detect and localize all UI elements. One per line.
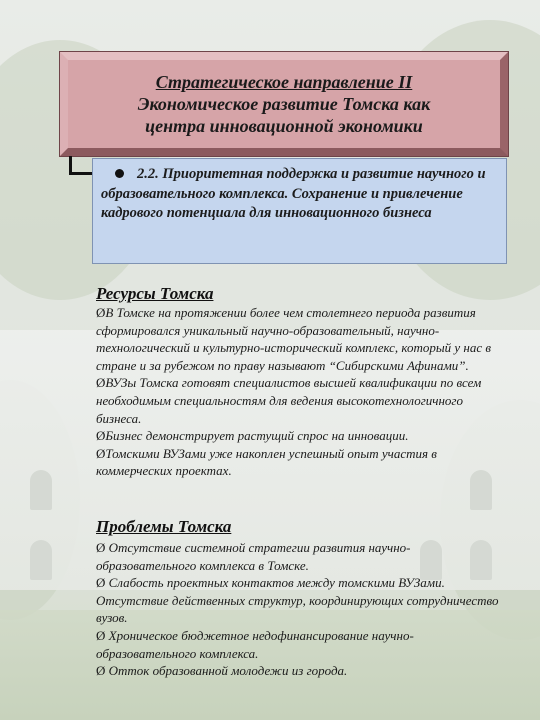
title-line-1: Стратегическое направление II [155, 72, 413, 92]
bullet-arrow-icon: Ø [96, 428, 106, 444]
bullet-arrow-icon: Ø [96, 540, 106, 555]
title-line-3: центра инновационной экономики [145, 116, 423, 136]
page-title [138, 71, 430, 137]
list-item: ØТомскими ВУЗами уже накоплен успешный опыт участия в коммерческих проектах. [96, 445, 437, 479]
strategic-direction-plaque [60, 52, 508, 156]
list-item: Ø Отсутствие системной стратегии развития научно-образовательного комплекса в Томске. [96, 540, 411, 573]
connector-dot [115, 169, 124, 178]
resources-heading: Ресурсы Томска [96, 284, 214, 303]
list-item: Ø Слабость проектных контактов между томскими ВУЗами. Отсутствие действенных структур, координирующих сотрудничество вузов. [96, 575, 499, 626]
bullet-arrow-icon: Ø [96, 375, 106, 391]
subdirection-text: 2.2. Приоритетная поддержка и развитие научного и образовательного комплекса. Сохранение и привлечение кадрового потенциала для инновационного бизнеса [101, 166, 486, 221]
bullet-arrow-icon: Ø [96, 663, 106, 679]
title-line-2: Экономическое развитие Томска как [137, 94, 431, 114]
list-item: ØВУЗы Томска готовят специалистов высшей квалификации по всем необходимым специальностям для ведения высокотехнологичного бизнеса. [96, 375, 482, 426]
list-item: Ø Хроническое бюджетное недофинансирование научно-образовательного комплекса. [96, 627, 414, 661]
resources-list [96, 304, 506, 480]
list-item: ØВ Томске на протяжении более чем столетнего периода развития сформировался уникальный научно-образовательный, научно-технологический и культурно-исторический комплекс, который у нас в стране и за рубежом по праву называют “Сибирскими Афинами”. [96, 305, 492, 373]
bullet-arrow-icon: Ø [96, 305, 106, 320]
bullet-arrow-icon: Ø [96, 627, 106, 643]
list-item: ØБизнес демонстрирует растущий спрос на инновации. [96, 428, 409, 444]
bullet-arrow-icon: Ø [96, 445, 106, 461]
problems-heading: Проблемы Томска [96, 517, 232, 536]
subdirection-box [92, 158, 507, 264]
list-item: Ø Отток образованной молодежи из города. [96, 663, 348, 679]
bullet-arrow-icon: Ø [96, 575, 106, 591]
problems-list [96, 539, 506, 680]
